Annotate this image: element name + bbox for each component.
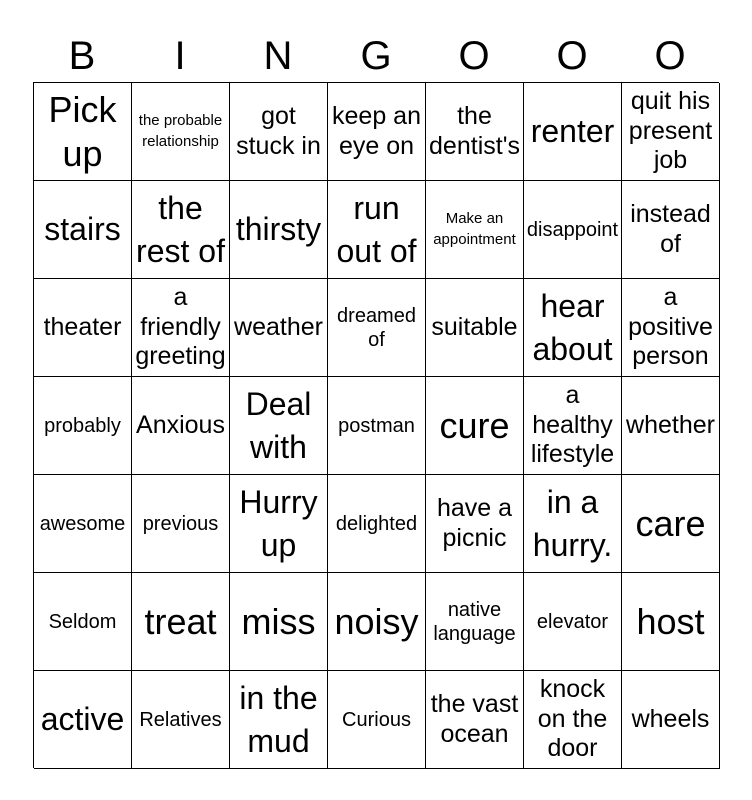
bingo-cell[interactable]: care <box>622 475 720 573</box>
header-letter-o-2: O <box>556 34 588 78</box>
bingo-cell[interactable]: the vast ocean <box>426 671 524 769</box>
bingo-cell[interactable]: wheels <box>622 671 720 769</box>
bingo-cell[interactable]: probably <box>34 377 132 475</box>
header-letter-n: N <box>263 34 293 78</box>
bingo-cell[interactable]: treat <box>132 573 230 671</box>
bingo-cell[interactable]: dreamed of <box>328 279 426 377</box>
bingo-cell[interactable]: elevator <box>524 573 622 671</box>
bingo-cell[interactable]: cure <box>426 377 524 475</box>
header-letter-g: G <box>360 34 392 78</box>
bingo-cell[interactable]: the probable relationship <box>132 83 230 181</box>
bingo-cell[interactable]: Relatives <box>132 671 230 769</box>
bingo-cell[interactable]: active <box>34 671 132 769</box>
bingo-board <box>33 82 719 768</box>
bingo-cell[interactable]: Curious <box>328 671 426 769</box>
bingo-cell[interactable]: host <box>622 573 720 671</box>
bingo-cell[interactable]: previous <box>132 475 230 573</box>
header-letter-o-1: O <box>458 34 490 78</box>
header-letter-i: I <box>174 34 186 78</box>
bingo-cell[interactable]: hear about <box>524 279 622 377</box>
bingo-cell[interactable]: Make an appointment <box>426 181 524 279</box>
bingo-cell[interactable]: got stuck in <box>230 83 328 181</box>
bingo-cell[interactable]: Anxious <box>132 377 230 475</box>
bingo-cell[interactable]: run out of <box>328 181 426 279</box>
bingo-cell[interactable]: native language <box>426 573 524 671</box>
bingo-cell[interactable]: theater <box>34 279 132 377</box>
bingo-cell[interactable]: whether <box>622 377 720 475</box>
bingo-cell[interactable]: stairs <box>34 181 132 279</box>
bingo-header <box>33 30 719 82</box>
bingo-cell[interactable]: knock on the door <box>524 671 622 769</box>
bingo-cell[interactable]: awesome <box>34 475 132 573</box>
bingo-cell[interactable]: keep an eye on <box>328 83 426 181</box>
bingo-cell[interactable]: in a hurry. <box>524 475 622 573</box>
bingo-cell[interactable]: postman <box>328 377 426 475</box>
bingo-cell[interactable]: a healthy lifestyle <box>524 377 622 475</box>
bingo-cell[interactable]: instead of <box>622 181 720 279</box>
header-letter-o-3: O <box>654 34 686 78</box>
bingo-cell[interactable]: a positive person <box>622 279 720 377</box>
bingo-cell[interactable]: the rest of <box>132 181 230 279</box>
bingo-cell[interactable]: weather <box>230 279 328 377</box>
bingo-cell[interactable]: a friendly greeting <box>132 279 230 377</box>
bingo-cell[interactable]: suitable <box>426 279 524 377</box>
bingo-cell[interactable]: have a picnic <box>426 475 524 573</box>
bingo-cell[interactable]: miss <box>230 573 328 671</box>
bingo-cell[interactable]: Hurry up <box>230 475 328 573</box>
header-letter-b: B <box>68 34 96 78</box>
bingo-cell[interactable]: noisy <box>328 573 426 671</box>
bingo-cell[interactable]: delighted <box>328 475 426 573</box>
bingo-cell[interactable]: disappoint <box>524 181 622 279</box>
bingo-cell[interactable]: in the mud <box>230 671 328 769</box>
bingo-cell[interactable]: Deal with <box>230 377 328 475</box>
bingo-cell[interactable]: renter <box>524 83 622 181</box>
bingo-cell[interactable]: quit his present job <box>622 83 720 181</box>
bingo-cell[interactable]: Seldom <box>34 573 132 671</box>
bingo-cell[interactable]: thirsty <box>230 181 328 279</box>
bingo-cell[interactable]: the dentist's <box>426 83 524 181</box>
bingo-cell[interactable]: Pick up <box>34 83 132 181</box>
